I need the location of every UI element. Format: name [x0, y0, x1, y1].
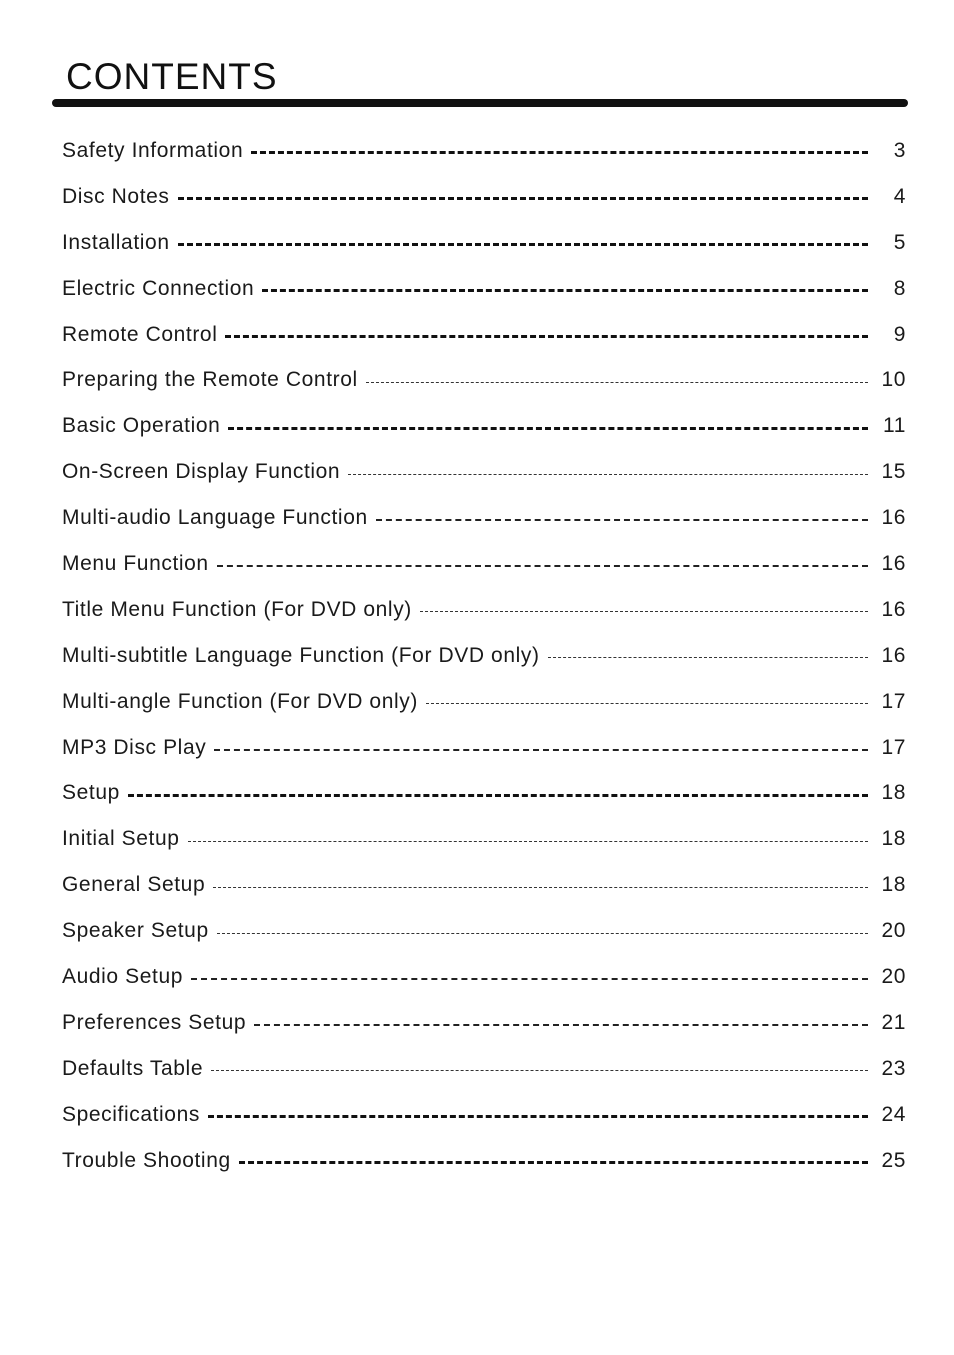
toc-entry-on-screen-display[interactable] — [62, 449, 906, 495]
toc-entry-label: Disc Notes — [62, 184, 170, 208]
toc-entry-title-menu[interactable] — [62, 587, 906, 633]
toc-entry-speaker-setup[interactable] — [62, 908, 906, 954]
toc-entry-remote-control[interactable] — [62, 312, 906, 358]
toc-entry-label: Electric Connection — [62, 276, 255, 300]
toc-entry-safety-information[interactable] — [62, 128, 906, 174]
toc-entry-label: Title Menu Function (For DVD only) — [62, 597, 412, 621]
toc-entry-label: On-Screen Display Function — [62, 460, 341, 484]
title-rule — [52, 99, 908, 107]
toc-entry-page: 11 — [883, 414, 906, 438]
dot-leader — [208, 1115, 868, 1118]
toc-entry-defaults-table[interactable] — [62, 1046, 906, 1092]
dot-leader — [366, 382, 868, 383]
toc-entry-page: 17 — [881, 689, 906, 713]
toc-entry-page: 21 — [881, 1010, 906, 1034]
dot-leader — [239, 1161, 868, 1164]
dot-leader — [228, 427, 868, 430]
toc-entry-audio-setup[interactable] — [62, 954, 906, 1000]
toc-entry-basic-operation[interactable] — [62, 403, 906, 449]
toc-entry-multi-angle[interactable] — [62, 679, 906, 725]
toc-entry-multi-audio-language[interactable] — [62, 495, 906, 541]
dot-leader — [262, 289, 868, 292]
toc-entry-page: 16 — [881, 643, 906, 667]
toc-entry-page: 18 — [881, 781, 906, 805]
dot-leader — [128, 794, 868, 797]
toc-entry-label: Preparing the Remote Control — [62, 368, 358, 392]
toc-entry-label: Multi-subtitle Language Function (For DVD only) — [62, 643, 540, 667]
toc-entry-page: 23 — [881, 1056, 906, 1080]
toc-entry-page: 3 — [893, 138, 906, 162]
toc-entry-trouble-shooting[interactable] — [62, 1138, 906, 1184]
dot-leader — [188, 841, 868, 842]
toc-entry-initial-setup[interactable] — [62, 816, 906, 862]
dot-leader — [548, 657, 868, 658]
toc-entry-label: Audio Setup — [62, 964, 184, 988]
toc-entry-page: 4 — [893, 184, 906, 208]
toc-entry-preferences-setup[interactable] — [62, 1000, 906, 1046]
toc-entry-page: 16 — [881, 506, 906, 530]
toc-entry-page: 18 — [881, 873, 906, 897]
dot-leader — [178, 197, 868, 200]
dot-leader — [348, 474, 868, 475]
toc-entry-label: Setup — [62, 781, 120, 805]
toc-entry-page: 10 — [881, 368, 906, 392]
toc-entry-installation[interactable] — [62, 220, 906, 266]
toc-entry-label: Specifications — [62, 1102, 200, 1126]
dot-leader — [426, 703, 868, 704]
toc-entry-electric-connection[interactable] — [62, 266, 906, 312]
toc-entry-page: 20 — [881, 919, 906, 943]
toc-entry-page: 18 — [881, 827, 906, 851]
toc-entry-label: Menu Function — [62, 551, 209, 575]
toc-entry-page: 20 — [881, 964, 906, 988]
dot-leader — [217, 565, 868, 567]
dot-leader — [214, 749, 868, 751]
toc-entry-page: 5 — [893, 230, 906, 254]
toc-entry-page: 8 — [893, 276, 906, 300]
dot-leader — [254, 1024, 868, 1026]
toc-entry-page: 15 — [881, 460, 906, 484]
dot-leader — [178, 243, 868, 246]
toc-entry-label: Initial Setup — [62, 827, 180, 851]
toc-entry-label: Multi-audio Language Function — [62, 506, 368, 530]
dot-leader — [213, 887, 868, 888]
dot-leader — [251, 151, 868, 154]
toc-entry-general-setup[interactable] — [62, 862, 906, 908]
toc-entry-label: Trouble Shooting — [62, 1148, 231, 1172]
dot-leader — [217, 933, 868, 934]
toc-entry-page: 16 — [881, 551, 906, 575]
toc-entry-page: 25 — [881, 1148, 906, 1172]
toc-entry-specifications[interactable] — [62, 1092, 906, 1138]
dot-leader — [225, 335, 868, 338]
toc-entry-setup[interactable] — [62, 770, 906, 816]
toc-entry-menu-function[interactable] — [62, 541, 906, 587]
toc-entry-label: Speaker Setup — [62, 919, 209, 943]
toc-entry-label: MP3 Disc Play — [62, 735, 207, 759]
toc-entry-label: Safety Information — [62, 138, 244, 162]
dot-leader — [211, 1070, 868, 1071]
dot-leader — [420, 611, 868, 612]
toc-entry-label: Installation — [62, 230, 170, 254]
toc-entry-label: Multi-angle Function (For DVD only) — [62, 689, 418, 713]
dot-leader — [376, 519, 868, 521]
toc-entry-multi-subtitle-language[interactable] — [62, 633, 906, 679]
toc-entry-preparing-remote-control[interactable] — [62, 357, 906, 403]
toc-entry-label: Basic Operation — [62, 414, 221, 438]
toc-entry-page: 9 — [893, 322, 906, 346]
dot-leader — [191, 978, 868, 980]
toc-entry-label: Preferences Setup — [62, 1010, 247, 1034]
toc-entry-label: General Setup — [62, 873, 206, 897]
page-title: CONTENTS — [66, 56, 278, 97]
toc-entry-mp3-disc-play[interactable] — [62, 725, 906, 771]
table-of-contents — [62, 128, 906, 1183]
toc-entry-disc-notes[interactable] — [62, 174, 906, 220]
toc-entry-page: 17 — [881, 735, 906, 759]
toc-entry-page: 24 — [881, 1102, 906, 1126]
toc-entry-label: Remote Control — [62, 322, 218, 346]
toc-entry-page: 16 — [881, 597, 906, 621]
toc-entry-label: Defaults Table — [62, 1056, 204, 1080]
